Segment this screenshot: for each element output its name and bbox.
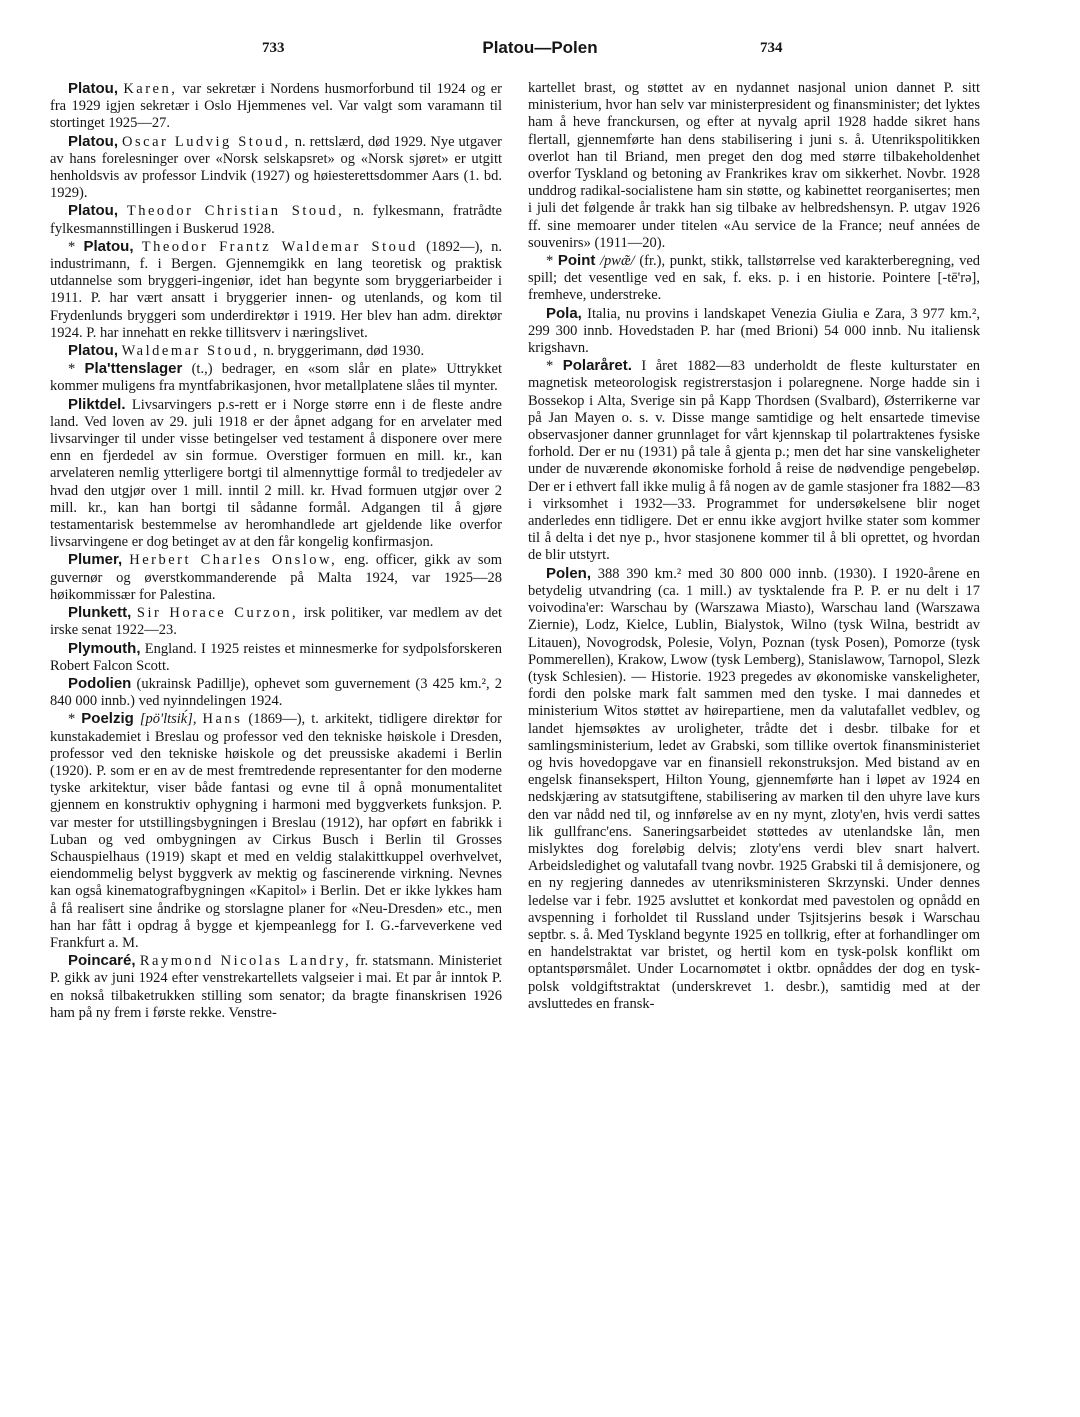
entry-name: Sir Horace Curzon, — [136, 605, 299, 622]
continued-text: kartellet brast, og støttet av en nydannet nasjonal union dannet P. sitt ministerium, hvor han selv var ministerpresident og finansminister; det lyktes ham å heve franckursen, og efter at nyvalg april 1928 hadde sikret hans flertall, gjennemførte han dens stabilisering i juni s. å. Utenrikspolitikken overlot han til Briand, men preget den dog med større tilbakeholdenhet overfor Tyskland og betoning av Frankrikes krav om sikkerhet. Novbr. 1928 unddrog radikal-socialistene ham sin støtte, og kabinettet reorganisertes; men i juli det følgende år trakk han sig tilbake av helbredshensyn. P. utgav 1926 ff. sine memoarer under titelen «Au service de la France; neuf années de souvenirs» (1911—20). — [528, 80, 980, 251]
entry-text: n. rettslærd, død 1929. Nye utgaver av hans forelesninger over «Norsk selskapsret» og «Norsk sjøret» er utgitt henholdsvis av professor Lindvik (1927) og høiesterettsdommer Aars (1. bd. 1929). — [50, 133, 503, 202]
entry-platou-theodor-frantz: * Platou, Theodor Frantz Waldemar Stoud (1892—), n. industrimann, f. i Bergen. Gjennemgikk en lang teoretisk og praktisk utdannelse som bryggeri-ingeniør, idet han begynte som bryggeriarbeider i 1911. P. har vært ansatt i bryggerier innen- og utenlands, og kom til Frydenlunds bryggeri som underdirektør i 1919. Her blev han adm. direktør 1924. P. har innehatt en rekke tillitsverv i næringslivet. — [50, 237, 503, 341]
entry-text: eng. officer, gikk av som guvernør og øverstkommanderende på Malta 1924, var 1925—28 høikommissær for Palestina. — [50, 552, 503, 603]
entry-podolien — [50, 675, 502, 710]
headword: Polen, — [546, 564, 592, 582]
headword: Platou, — [68, 202, 119, 220]
headword: Podolien — [68, 674, 132, 692]
headword: Plymouth, — [68, 639, 141, 657]
entry-name: Hans — [202, 711, 243, 728]
page-header — [0, 40, 1080, 64]
entry-platou-oscar — [50, 133, 502, 203]
entry-text: n. fylkesmann, fratrådte fylkesmannstillingen i Buskerud 1928. — [50, 203, 502, 237]
entry-polaraaret: * Polaråret. I året 1882—83 underholdt de fleste kulturstater en magnetisk meteorologisk registrerstasjon i polaregnene. Norge hadde sin i Bossekop i Alta, Sverige sin på Kapp Thordsen (Svalbard), Østerrikerne var på Jan Mayen o. s. v. Disse mange samtidige og helt ensartede timevise observasjoner danner grunnlaget for vårt kjennskap til polartraktenes fysiske forhold. Der er nu (1931) på tale å gjenta p.; men det har sine vanskeligheter under de nuværende økonomiske forhold å reise de nødvendige pengebeløp. Der er i ethvert fall ikke mulig å få nogen av de gamle stasjoner fra 1882—83 i virksomhet i 1932—33. Programmet for undersøkelsene blir noget anderledes enn tidligere. Det er ennu ikke avgjort hvilke stater som kommer til å delta i det nye p., hvor stasjonene kommer til å bli oprettet, og hvordan de blir utstyrt. — [528, 357, 980, 564]
entry-name: Raymond Nicolas Landry, — [139, 953, 352, 970]
entry-plunkett — [50, 604, 502, 639]
entry-name: Theodor Frantz Waldemar Stoud — [141, 238, 418, 255]
headword: Polaråret. — [562, 357, 632, 375]
entry-poelzig: * Poelzig [pö'ltsiḱ], Hans (1869—), t. arkitekt, tidligere direktør for kunstakademiet i Breslau og professor ved den tekniske høiskole i Dresden, professor ved den tekniske høiskole og det preussiske akademi i Berlin (1920). P. som er en av de mest fremtredende representanter for den moderne tyske arkitektur, viser både fantasi og evne til å opnå monumentalitet gjennem en konstruktiv ophygning i harmoni med byggverkets funksjon. P. var mester for utstillingsbygningen i Breslau (1912), har opført en fabrikk i Luban og ved ombygningen av Cirkus Busch i Berlin til Grosses Schauspielhaus (1919) skapt et med en veldig stalakittkuppel overhvelvet, eiendommelig belyst byggverk av mektig og fascinerende virkning. Nevnes kan også kinematografbygningen «Kapitol» i Berlin. Det er ikke lykkes ham å få realisert sine åndrike og storslagne planer for «Neu-Dresden» etc., men han har fått i opdrag å bygge et kjempeanlegg for I. G.-farveverkene ved Frankfurt a. M. — [50, 710, 503, 951]
entry-pola — [528, 305, 980, 358]
entry-pliktdel — [50, 396, 502, 552]
entry-platou-karen — [50, 80, 502, 133]
right-page-number: 734 — [760, 40, 783, 56]
entry-name: Herbert Charles Onslow, — [129, 552, 338, 569]
entry-plumer — [50, 551, 502, 604]
headword: Pola, — [546, 304, 582, 322]
headword: Point — [557, 252, 596, 270]
entry-text: I året 1882—83 underholdt de fleste kulturstater en magnetisk meteorologisk registrerstasjon i polaregnene. Norge hadde sin i Bossekop i Alta, Sverige sin på Kapp Thordsen (Svalbard), Østerrikerne var på Jan Mayen o. s. v. Disse mange samtidige og helt ensartede timevise observasjoner danner grunnlaget for vårt kjennskap til polartraktenes fysiske forhold. Der er nu (1931) på tale å gjenta p.; men det har sine vanskeligheter under de nuværende økonomiske forhold å reise de nødvendige pengebeløp. Der er i ethvert fall ikke mulig å få nogen av de gamle stasjoner fra 1882—83 i virksomhet i 1932—33. Programmet for undersøkelsene blir noget anderledes enn tidligere. Det er ennu ikke avgjort hvilke stater som kommer til å delta i det nye p., hvor stasjonene kommer til å bli oprettet, og hvordan de blir utstyrt. — [528, 358, 980, 564]
page-title: Platou—Polen — [482, 38, 598, 57]
pronunciation: [pö'ltsiḱ], — [139, 711, 197, 728]
entry-text: var sekretær i Nordens husmorforbund til 1924 og er fra 1929 igjen sekretær i Oslo Hjemmenes vel. Var valgt som varamann til stortinget 1925—27. — [50, 81, 503, 132]
headword: Plumer, — [68, 551, 123, 569]
entry-text: Italia, nu provins i landskapet Venezia Giulia e Zara, 3 977 km.², 299 300 innb. Hovedstaden P. har (med Brioni) 54 000 innb. Nu italiensk krigshavn. — [528, 305, 981, 357]
left-page-number: 733 — [262, 40, 285, 56]
entry-text: Livsarvingers p.s-rett er i Norge større enn i de fleste andre land. Ved loven av 29. juli 1918 er der åpnet adgang for en arvelater med livsarvinger til under visse betingelser ved testament å disponere over mere enn en fjerdedel av sin formue. Overstiger formuen en mill. kr., kan arvelateren nemlig ytterligere bortgi til almennyttige formål to tredjedeler av hvad den utgjør over 1 mill. inntil 2 mill. kr. Hvad formuen utgjør over 2 mill. kr., kan han bortgi til sådanne formål. Adgangen til å gjøre testamentarisk bestemmelse av heromhandlede art gjeldende like overfor livsarvingene er dog betinget av at den får kongelig konfirmasjon. — [50, 396, 502, 551]
headword: Platou, — [68, 80, 119, 97]
entry-name: Theodor Christian Stoud, — [126, 203, 345, 220]
entry-text: (1892—), n. industrimann, f. i Bergen. Gjennemgikk en lang teoretisk og praktisk utdannelse som bryggeri-ingeniør, idet han begynte som bryggeriarbeider i 1911. P. har vært ansatt i bryggerier innen- og utenlands, og kom til Frydenlunds bryggeri som underdirektør i 1919. Her blev han adm. direktør 1924. P. har innehatt en rekke tillitsverv i næringslivet. — [50, 238, 503, 341]
entry-platou-theodor-christian — [50, 202, 502, 237]
entry-text: 388 390 km.² med 30 800 000 innb. (1930). I 1920-årene en betydelig utvandring (ca. 1 mill.) av tysktalende fra P. P. er nu delt i 17 voivodina'er: Warschau by (Warszawa Miasto), Warschau land (Warszawa Ziernie), Lodz, Kielce, Lublin, Bialystok, Wilno (tysk Wilna, bestridt av Litauen), Novogrodsk, Polesie, Volyn, Poznan (tysk Posen), Pomorze (tysk Pommerellen), Krakow, Lwow (tysk Lemberg), Stanislawow, Tarnopol, Slezk (tysk Schlesien). — Historie. 1923 pregedes av økonomiske vanskeligheter, fordi den polske mark falt sammen med den tyske. I mai dannedes et ministerium Witos støttet av høirepartiene, men da valutafallet vedblev, og landet hjemsøktes av uroligheter, trådte det i desbr. tilbake for et samlingsministerium, ledet av Grabski, som tillike overtok finansministeriet og hvis hovedopgave var en finansiell rekonstruksjon. Med bistand av en engelsk finansekspert, Hilton Young, gjennemførte han i løpet av 1924 en nedskjæring av statsutgiftene, stabilisering av marken til den uhyre lave kurs den var nådd ned til, og innførelse av en ny mynt, zloty'en, hvis verdi sattes lik gullfranc'ens. Saneringsarbeidet støttedes av utenlandske lån, men mislyktes dog foreløbig delvis; zloty'ens verdi blev snart halvert. Arbeidsledighet og valutafall tvang novbr. 1925 Grabski til å demisjonere, og en ny regjering dannedes av utenriksministeren Skrzynski. Under dennes ledelse var i febr. 1925 avsluttet et konkordat med pavestolen og opnådd en avspenning i forholdet til Russland under Tsjitsjerins besøk i Warschau septbr. s. å. Med Tyskland begynte 1925 en tollkrig, efter at forhandlinger om en handelstraktat var bristet, og hertil kom en tysk-polsk konflikt om optantspørsmålet. Under Locarnomøtet i oktbr. opnåddes der dog en tysk-polsk voldgiftstraktat (underskrevet 1. desbr.), samtidig med at der avsluttedes en fransk- — [528, 565, 980, 1012]
entry-platou-waldemar — [50, 342, 502, 360]
entry-text: fr. statsmann. Ministeriet P. gikk av juni 1924 efter venstrekartellets valgseier i mai. Et par år inntok P. en nokså tilbaketrukken stilling som senator; da bragte finanskrisen 1926 ham på ny frem i første rekke. Venstre- — [50, 953, 503, 1021]
entry-point: * Point /pwæ̃/ (fr.), punkt, stikk, tallstørrelse ved karakterberegning, ved spill; det vesentlige ved en sak, f. eks. p. i en historie. Pointere [-tē'rə], fremheve, understreke. — [528, 252, 981, 304]
entry-text: irsk politiker, var medlem av det irske senat 1922—23. — [50, 605, 503, 639]
right-column — [528, 80, 980, 1013]
headword: Plunkett, — [68, 604, 132, 622]
entry-name: Karen, — [123, 81, 178, 97]
headword: Pla'ttenslager — [84, 360, 183, 378]
headword: Poelzig — [81, 710, 134, 728]
entry-plymouth — [50, 640, 502, 675]
entry-text: n. bryggerimann, død 1930. — [263, 343, 425, 360]
entry-plattenslager: * Pla'ttenslager (t.,) bedrager, en «som slår en plate» Uttrykket kommer muligens fra myntfabrikasjonen, hvor metallplatene slåes til mynter. — [50, 360, 502, 395]
headword: Platou, — [68, 342, 119, 360]
entry-poincare — [50, 952, 502, 1022]
entry-name: Waldemar Stoud, — [121, 343, 260, 360]
entry-text: (ukrainsk Padillje), ophevet som guvernement (3 425 km.², 2 840 000 innb.) ved nyinndelingen 1924. — [50, 675, 502, 710]
headword: Pliktdel. — [68, 395, 126, 413]
entry-text: England. I 1925 reistes et minnesmerke for sydpolsforskeren Robert Falcon Scott. — [50, 640, 502, 674]
headword: Poincaré, — [68, 952, 136, 970]
entry-text: (t.,) bedrager, en «som slår en plate» Uttrykket kommer muligens fra myntfabrikasjonen, hvor metallplatene slåes til mynter. — [50, 361, 502, 395]
headword: Platou, — [68, 132, 119, 150]
headword: Platou, — [83, 237, 134, 255]
pronunciation: /pwæ̃/ — [600, 253, 635, 270]
left-column — [50, 80, 502, 1022]
entry-name: Oscar Ludvig Stoud, — [122, 133, 291, 150]
entry-text: (1869—), t. arkitekt, tidligere direktør for kunstakademiet i Breslau og professor ved den tekniske høiskole i Dresden, professor ved den tekniske høiskole og det preussiske akademi i Berlin (1920). P. som er en av de mest fremtredende representanter for den moderne tyske arkitektur, viser både fantasi og evne til å opnå monumentalitet gjennem en konstruktiv ophygning i harmoni med byggverkets funksjon. P. var mester for utstillingsbygningen i Breslau (1912), har opført en fabrikk i Luban og ved ombygningen av Cirkus Busch i Berlin til Grosses Schauspielhaus (1919) skapt et med en veldig stalakittkuppel overhvelvet, eiendommelig belyst byggverk av mektig og fascinerende virkning. Nevnes kan også kinematografbygningen «Kapitol» i Berlin. Det er ikke lykkes ham å få realisert sine åndrike og storslagne planer for «Neu-Dresden» etc., men han har fått i opdrag å bygge et kjempeanlegg for I. G.-farveverkene ved Frankfurt a. M. — [50, 711, 503, 951]
entry-text: (fr.), punkt, stikk, tallstørrelse ved karakterberegning, ved spill; det vesentlige ved en sak, f. eks. p. i en historie. Pointere [-tē'rə], fremheve, understreke. — [528, 253, 981, 304]
entry-polen — [528, 565, 980, 1013]
